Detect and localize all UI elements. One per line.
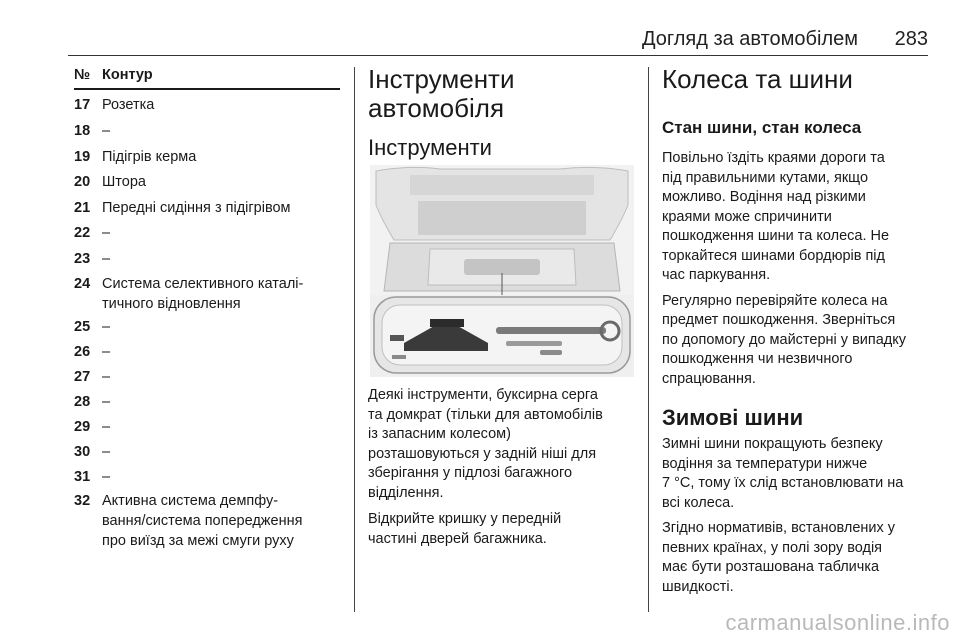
text-line: має бути розташована табличка bbox=[662, 559, 880, 575]
tools-paragraph-2 bbox=[368, 510, 634, 549]
row-number: 20 bbox=[74, 174, 91, 190]
row-circuit: – bbox=[102, 251, 111, 267]
row-number: 29 bbox=[74, 419, 91, 435]
column-header-circuit: Контур bbox=[102, 67, 153, 83]
text-line: Згідно нормативів, встановлених у bbox=[662, 520, 896, 536]
column-divider-2 bbox=[648, 67, 649, 612]
wheels-paragraph-1 bbox=[662, 149, 930, 286]
text-line: спрацювання. bbox=[662, 370, 756, 387]
tools-heading-line: автомобіля bbox=[368, 93, 505, 123]
text-line: Зимні шини покращують безпеку bbox=[662, 436, 883, 452]
wheels-paragraph-2 bbox=[662, 292, 930, 390]
row-circuit: – bbox=[102, 369, 111, 385]
row-number: 30 bbox=[74, 444, 91, 460]
row-number: 28 bbox=[74, 394, 91, 410]
text-line: та домкрат (тільки для автомобілів bbox=[368, 406, 603, 423]
text-line: 7 °C, тому їх слід встановлювати на bbox=[662, 475, 904, 491]
row-circuit-line: тичного відновлення bbox=[102, 296, 241, 312]
text-line: пошкодження шини та колеса. Не bbox=[662, 228, 890, 244]
text-line: Повільно їздіть краями дороги та bbox=[662, 150, 885, 166]
text-line: можливо. Водіння над різкими bbox=[662, 189, 866, 205]
row-circuit: – bbox=[102, 394, 111, 410]
page-number: 283 bbox=[894, 28, 928, 50]
text-line: краями може спричинити bbox=[662, 208, 832, 225]
text-line: Деякі інструменти, буксирна серга bbox=[368, 387, 598, 403]
text-line: відділення. bbox=[368, 484, 444, 501]
text-line: розташовуються у задній ніші для bbox=[368, 445, 597, 462]
trunk-tools-illustration bbox=[370, 165, 634, 377]
row-circuit: Передні сидіння з підігрівом bbox=[102, 200, 291, 216]
text-line: певних країнах, у полі зору водія bbox=[662, 539, 883, 556]
row-number: 27 bbox=[74, 369, 91, 385]
row-circuit: – bbox=[102, 419, 111, 435]
row-number: 23 bbox=[74, 251, 91, 267]
row-circuit: – bbox=[102, 225, 111, 241]
text-line: водіння за температури нижче bbox=[662, 455, 868, 472]
row-circuit-line: про виїзд за межі смуги руху bbox=[102, 533, 294, 549]
row-number: 32 bbox=[74, 493, 91, 509]
wheels-section bbox=[662, 65, 930, 597]
site-watermark: carmanualsonline.info bbox=[725, 610, 950, 635]
tools-text bbox=[368, 386, 634, 549]
text-line: Регулярно перевіряйте колеса на bbox=[662, 292, 888, 309]
row-number: 18 bbox=[74, 123, 91, 139]
row-circuit-line: Система селективного каталі- bbox=[102, 276, 304, 292]
row-circuit: Розетка bbox=[102, 97, 155, 113]
row-circuit: Штора bbox=[102, 174, 146, 190]
text-line: із запасним колесом) bbox=[368, 426, 511, 442]
row-number: 17 bbox=[74, 97, 91, 113]
row-circuit: – bbox=[102, 344, 111, 360]
wheels-paragraph-4 bbox=[662, 519, 930, 597]
text-line: Відкрийте кришку у передній bbox=[368, 511, 562, 527]
row-circuit: – bbox=[102, 319, 111, 335]
column-divider-1 bbox=[354, 67, 355, 612]
column-header-number: № bbox=[74, 67, 91, 83]
text-line: під правильними кутами, якщо bbox=[662, 169, 869, 186]
row-number: 24 bbox=[74, 276, 91, 292]
row-circuit bbox=[102, 491, 342, 551]
tools-paragraph-1 bbox=[368, 386, 634, 503]
tools-heading-line: Інструменти bbox=[368, 64, 515, 94]
text-line: час паркування. bbox=[662, 267, 771, 283]
text-line: предмет пошкодження. Зверніться bbox=[662, 312, 896, 328]
table-header-rule bbox=[74, 88, 340, 90]
text-line: пошкодження чи незвичного bbox=[662, 351, 853, 367]
row-number: 25 bbox=[74, 319, 91, 335]
tyre-condition-heading: Стан шини, стан колеса bbox=[662, 118, 862, 137]
text-line: швидкості. bbox=[662, 578, 734, 595]
header-rule bbox=[68, 55, 928, 56]
tools-section bbox=[368, 65, 634, 161]
wheels-paragraph-3 bbox=[662, 435, 930, 513]
text-line: частині дверей багажника. bbox=[368, 530, 547, 547]
row-circuit-line: вання/система попередження bbox=[102, 513, 303, 529]
text-line: всі колеса. bbox=[662, 494, 735, 511]
row-circuit-line: Активна система демпфу- bbox=[102, 493, 279, 509]
row-circuit: – bbox=[102, 123, 111, 139]
section-title: Догляд за автомобілем bbox=[641, 28, 858, 50]
fuse-table bbox=[74, 65, 340, 549]
tools-subheading: Інструменти bbox=[368, 135, 492, 160]
text-line: по допомогу до майстерні у випадку bbox=[662, 331, 907, 348]
row-number: 26 bbox=[74, 344, 91, 360]
winter-tyres-heading: Зимові шини bbox=[662, 405, 804, 430]
row-number: 22 bbox=[74, 225, 91, 241]
wheels-heading: Колеса та шини bbox=[662, 64, 853, 94]
row-circuit: – bbox=[102, 469, 111, 485]
row-number: 31 bbox=[74, 469, 91, 485]
page-header bbox=[68, 26, 928, 56]
row-circuit: – bbox=[102, 444, 111, 460]
text-line: зберігання у підлозі багажного bbox=[368, 465, 573, 481]
text-line: торкайтеся шинами бордюрів під bbox=[662, 247, 885, 264]
row-circuit bbox=[102, 274, 342, 314]
tools-heading bbox=[368, 65, 634, 123]
row-circuit: Підігрів керма bbox=[102, 149, 197, 165]
row-number: 19 bbox=[74, 149, 91, 165]
table-header bbox=[74, 65, 340, 87]
row-number: 21 bbox=[74, 200, 91, 216]
